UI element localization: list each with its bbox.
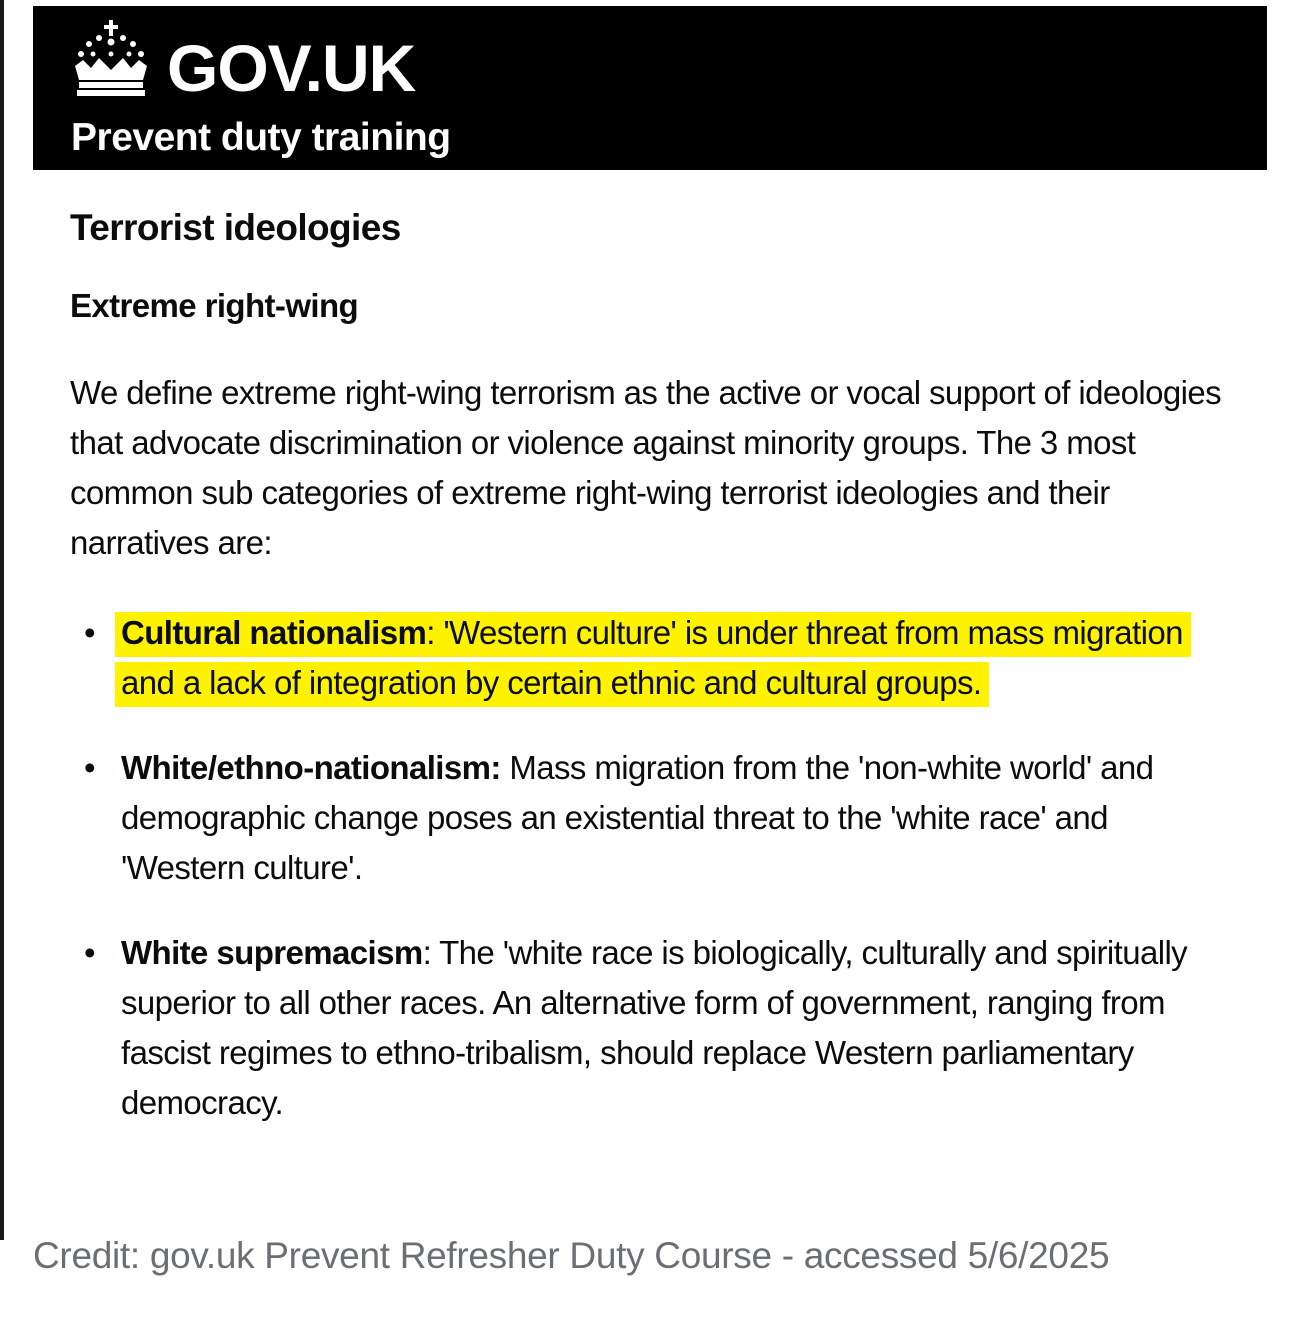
bullet-icon: • xyxy=(84,614,95,651)
main-content xyxy=(70,196,1240,1163)
image-credit: Credit: gov.uk Prevent Refresher Duty Course - accessed 5/6/2025 xyxy=(33,1235,1110,1276)
ideology-term: White supremacism xyxy=(121,934,423,971)
govuk-logotype: GOV.UK xyxy=(167,31,416,105)
ideology-item-white-supremacism xyxy=(70,928,1240,1128)
ideology-description: The 'white race is biologically, culturally and spiritually superior to all other races. An alternative form of government, ranging from fascist regimes to ethno-tribalism, should replace Western parliamentary democracy. xyxy=(121,934,1188,1121)
ideology-separator: : xyxy=(422,934,440,971)
ideology-item-cultural-nationalism xyxy=(70,608,1240,708)
govuk-header xyxy=(33,6,1267,170)
ideology-term: Cultural nationalism xyxy=(121,614,427,651)
bullet-icon: • xyxy=(84,749,95,786)
crown-icon xyxy=(69,20,153,100)
ideology-list xyxy=(70,608,1240,1128)
highlight-mark xyxy=(115,612,1191,707)
service-name-link[interactable]: Prevent duty training xyxy=(71,116,451,159)
ideology-description: Mass migration from the 'non-white world' and demographic change poses an existential threat to the 'white race' and 'Western culture'. xyxy=(121,749,1154,886)
section-title: Extreme right-wing xyxy=(70,287,359,324)
ideology-description: 'Western culture' is under threat from mass migration and a lack of integration by certain ethnic and cultural groups. xyxy=(121,614,1183,701)
ideology-item-white-ethno-nationalism xyxy=(70,743,1240,893)
intro-paragraph: We define extreme right-wing terrorism as the active or vocal support of ideologies that advocate discrimination or violence against minority groups. The 3 most common sub categories of extreme right-wing terrorist ideologies and their narratives are: xyxy=(70,374,1221,561)
screenshot-edge xyxy=(0,0,4,1240)
ideology-separator: : xyxy=(426,614,444,651)
ideology-term: White/ethno-nationalism: xyxy=(121,749,501,786)
page-title: Terrorist ideologies xyxy=(70,207,401,248)
bullet-icon: • xyxy=(84,934,95,971)
